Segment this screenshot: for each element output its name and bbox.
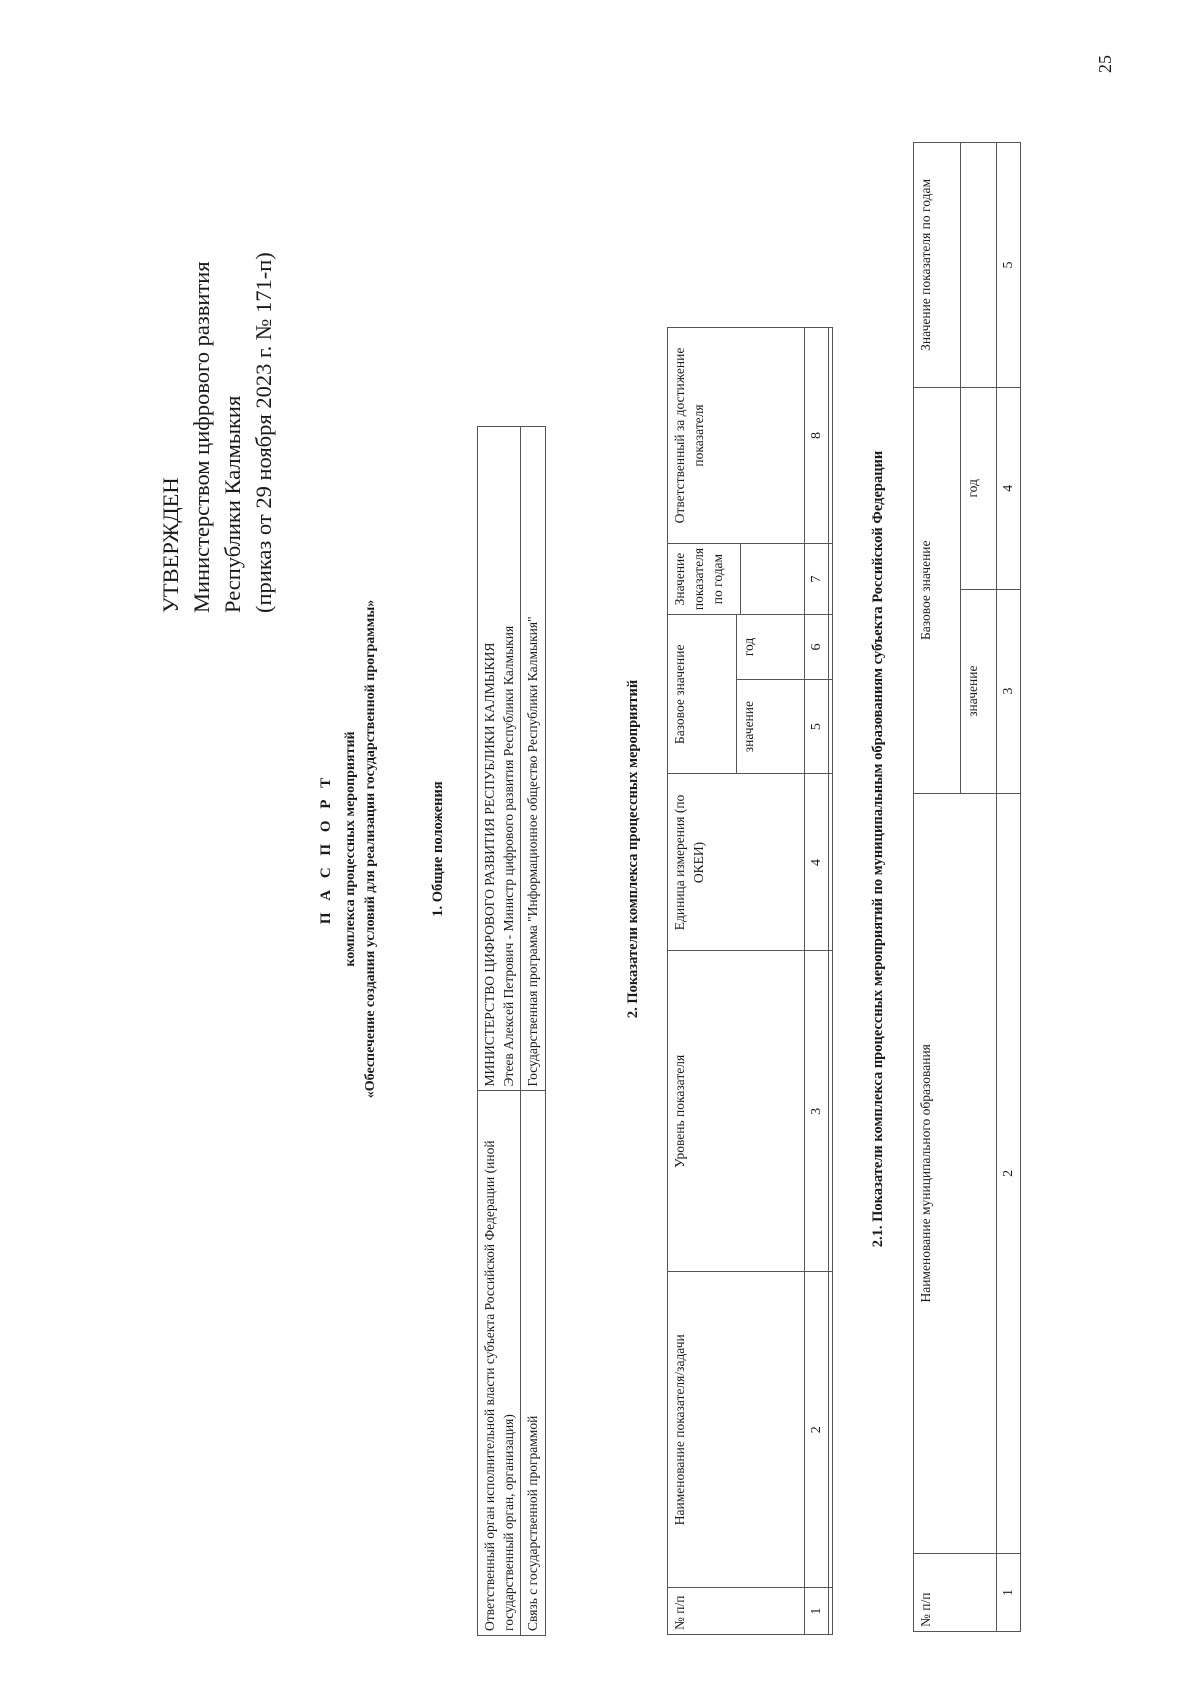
header-cell: год: [737, 615, 805, 680]
approval-line: УТВЕРЖДЕН: [158, 477, 183, 613]
section-2-heading: 2. Показатели комплекса процессных мероприятий: [625, 679, 641, 1019]
ministry-name: МИНИСТЕРСТВО ЦИФРОВОГО РАЗВИТИЯ РЕСПУБЛИКИ КАЛМЫКИЯ: [482, 642, 497, 1087]
row-label: Связь с государственной программой: [521, 1091, 546, 1636]
approval-line: (приказ от 29 ноября 2023 г. № 171-п): [251, 252, 276, 613]
column-number: 7: [805, 543, 829, 614]
column-number: 5: [805, 679, 829, 774]
page-number: 25: [1095, 55, 1115, 73]
column-number: 2: [997, 793, 1021, 1553]
header-cell: Наименование муниципального образования: [914, 793, 997, 1553]
empty-row: [829, 328, 833, 1635]
column-number: 3: [805, 951, 829, 1272]
table-row: [478, 427, 521, 1636]
header-cell: значение: [737, 679, 805, 774]
indicators-table: [667, 327, 833, 1635]
row-value: Государственная программа "Информационное общество Республики Калмыкия": [521, 427, 546, 1091]
municipal-indicators-table: [913, 142, 1021, 1632]
column-number: 5: [997, 143, 1021, 388]
values-by-year-label: Значение показателя по годам: [668, 544, 741, 614]
header-cell: Единица измерения (по ОКЕИ): [668, 774, 805, 951]
passport-program-name: «Обеспечение создания условий для реализации государственной программы»: [363, 599, 378, 1099]
column-number: 1: [805, 1588, 829, 1635]
header-cell: значение: [961, 589, 997, 793]
header-cell: [668, 543, 805, 614]
column-number: 1: [997, 1554, 1021, 1632]
approval-line: Министерством цифрового развития: [189, 261, 214, 613]
column-number: 4: [805, 774, 829, 951]
column-numbers-row: [805, 328, 829, 1635]
responsible-person: Этеев Алексей Петрович - Министр цифрового развития Республики Калмыкия: [501, 625, 516, 1087]
column-number: 4: [997, 387, 1021, 589]
row-label: Ответственный орган исполнительной власти субъекта Российской Федерации (иной государственный орган, организация): [478, 1091, 521, 1636]
values-by-year-label: Значение показателя по годам: [914, 143, 961, 387]
passport-subtitle: комплекса процессных мероприятий: [343, 731, 358, 967]
header-cell: Базовое значение: [914, 387, 961, 793]
header-cell: Наименование показателя/задачи: [668, 1272, 805, 1588]
header-cell: Базовое значение: [668, 615, 737, 774]
header-cell: Уровень показателя: [668, 951, 805, 1272]
passport-title: П А С П О Р Т: [318, 773, 334, 925]
section-1-heading: 1. Общие положения: [430, 781, 446, 917]
header-cell: год: [961, 387, 997, 589]
column-number: 6: [805, 615, 829, 680]
column-number: 3: [997, 589, 1021, 793]
approval-line: Республики Калмыкия: [220, 395, 245, 613]
row-value: [478, 427, 521, 1091]
section-2-1-heading: 2.1. Показатели комплекса процессных мероприятий по муниципальным образованиям субъекта Российской Федерации: [870, 450, 886, 1248]
header-cell: [914, 143, 997, 388]
header-cell: Ответственный за достижение показателя: [668, 328, 805, 544]
column-number: 8: [805, 328, 829, 544]
general-provisions-table: [477, 426, 546, 1636]
approval-stamp: [155, 252, 279, 613]
header-cell: № п/п: [914, 1554, 997, 1632]
header-row: [914, 143, 961, 1632]
header-row: [668, 328, 737, 1635]
table-row: [521, 427, 546, 1636]
header-cell: № п/п: [668, 1588, 805, 1635]
column-numbers-row: [997, 143, 1021, 1632]
column-number: 2: [805, 1272, 829, 1588]
